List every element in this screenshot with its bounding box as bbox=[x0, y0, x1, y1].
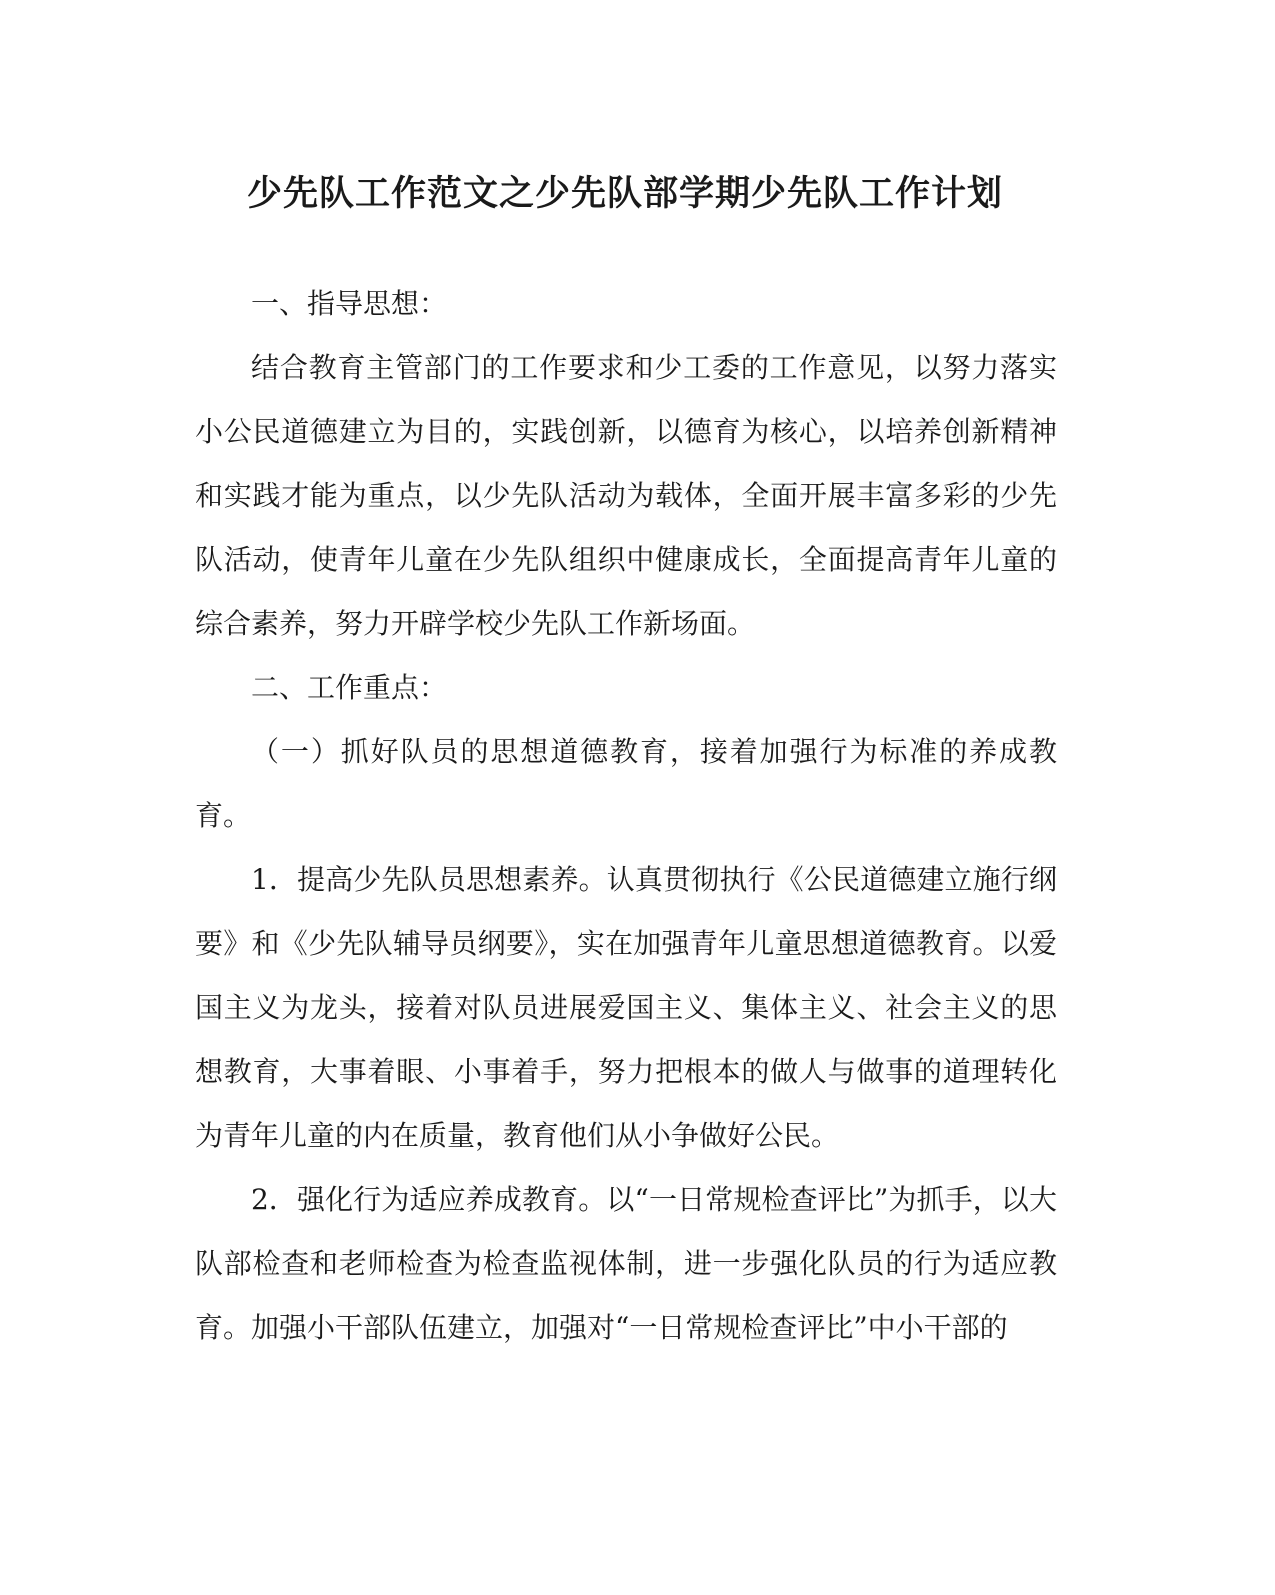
subsection-heading-moral-education: （一）抓好队员的思想道德教育，接着加强行为标准的养成教育。 bbox=[195, 735, 1057, 832]
paragraph-item-2: 2．强化行为适应养成教育。以“一日常规检查评比”为抓手，以大队部检查和老师检查为检查监视体制，进一步强化队员的行为适应教育。加强小干部队伍建立，加强对“一日常规检查评比”中小干部的 bbox=[195, 1183, 1057, 1344]
section-heading-guiding-ideology: 一、指导思想： bbox=[251, 287, 448, 320]
document-body bbox=[195, 272, 1057, 1360]
paragraph-item-1: 1．提高少先队员思想素养。认真贯彻执行《公民道德建立施行纲要》和《少先队辅导员纲要》，实在加强青年儿童思想道德教育。以爱国主义为龙头，接着对队员进展爱国主义、集体主义、社会主义的思想教育，大事着眼、小事着手，努力把根本的做人与做事的道理转化为青年儿童的内在质量，教育他们从小争做好公民。 bbox=[195, 863, 1057, 1152]
document-title: 少先队工作范文之少先队部学期少先队工作计划 bbox=[246, 173, 1003, 214]
section-heading-work-focus: 二、工作重点： bbox=[251, 671, 448, 704]
paragraph-guiding-ideology: 结合教育主管部门的工作要求和少工委的工作意见，以努力落实小公民道德建立为目的，实践创新，以德育为核心，以培养创新精神和实践才能为重点，以少先队活动为载体，全面开展丰富多彩的少先队活动，使青年儿童在少先队组织中健康成长，全面提高青年儿童的综合素养，努力开辟学校少先队工作新场面。 bbox=[195, 351, 1057, 640]
